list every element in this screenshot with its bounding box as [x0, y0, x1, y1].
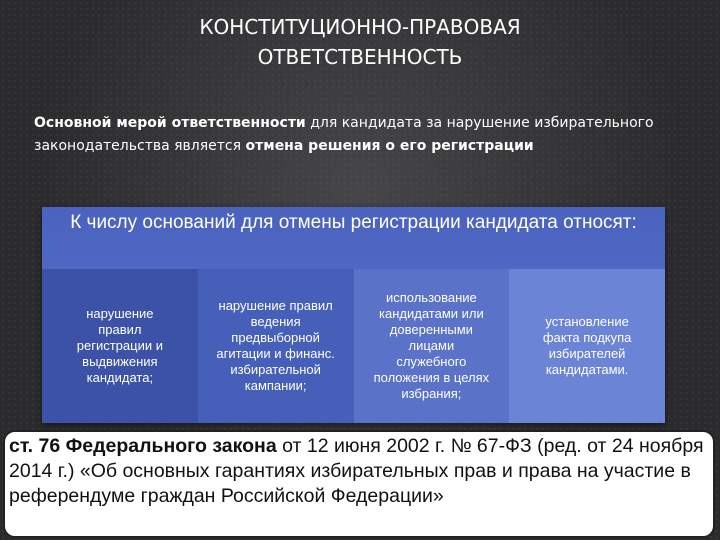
grounds-columns — [42, 269, 665, 423]
citation-article: ст. 76 Федерального закона — [9, 435, 277, 457]
ground-text: нарушение правил регистрации и выдвижения кандидата; — [76, 306, 163, 385]
ground-voter-bribery — [509, 269, 665, 423]
intro-highlight-cancel: отмена решения о его регистрации — [245, 138, 534, 154]
ground-text: использование кандидатами или доверенными лицами служебного положения в целях избрания; — [373, 290, 490, 401]
page-title-line-1: КОНСТИТУЦИОННО-ПРАВОВАЯ — [199, 15, 521, 39]
page-title — [0, 12, 720, 72]
ground-registration-violation — [42, 269, 198, 423]
intro-paragraph — [34, 112, 674, 158]
page-title-line-2: ОТВЕТСТВЕННОСТЬ — [257, 45, 463, 69]
ground-official-position-abuse — [354, 269, 510, 423]
intro-text: для кандидата за нарушение избирательного законодательства является — [34, 115, 654, 154]
law-citation-box — [3, 430, 715, 538]
ground-campaign-violation — [198, 269, 354, 423]
intro-highlight-measure: Основной мерой ответственности — [34, 115, 306, 131]
citation-text: от 12 июня 2002 г. № 67-ФЗ (ред. от 24 ноября 2014 г.) «Об основных гарантиях избирательных прав и права на участие в референдуме граждан Российской Федерации» — [9, 435, 704, 507]
ground-text: установление факта подкупа избирателей кандидатами. — [542, 314, 632, 377]
table-heading: К числу оснований для отмены регистрации кандидата относят: — [70, 212, 637, 233]
grounds-table — [42, 207, 665, 423]
ground-text: нарушение правил ведения предвыборной агитации и финанс. избирательной кампании; — [216, 298, 335, 393]
